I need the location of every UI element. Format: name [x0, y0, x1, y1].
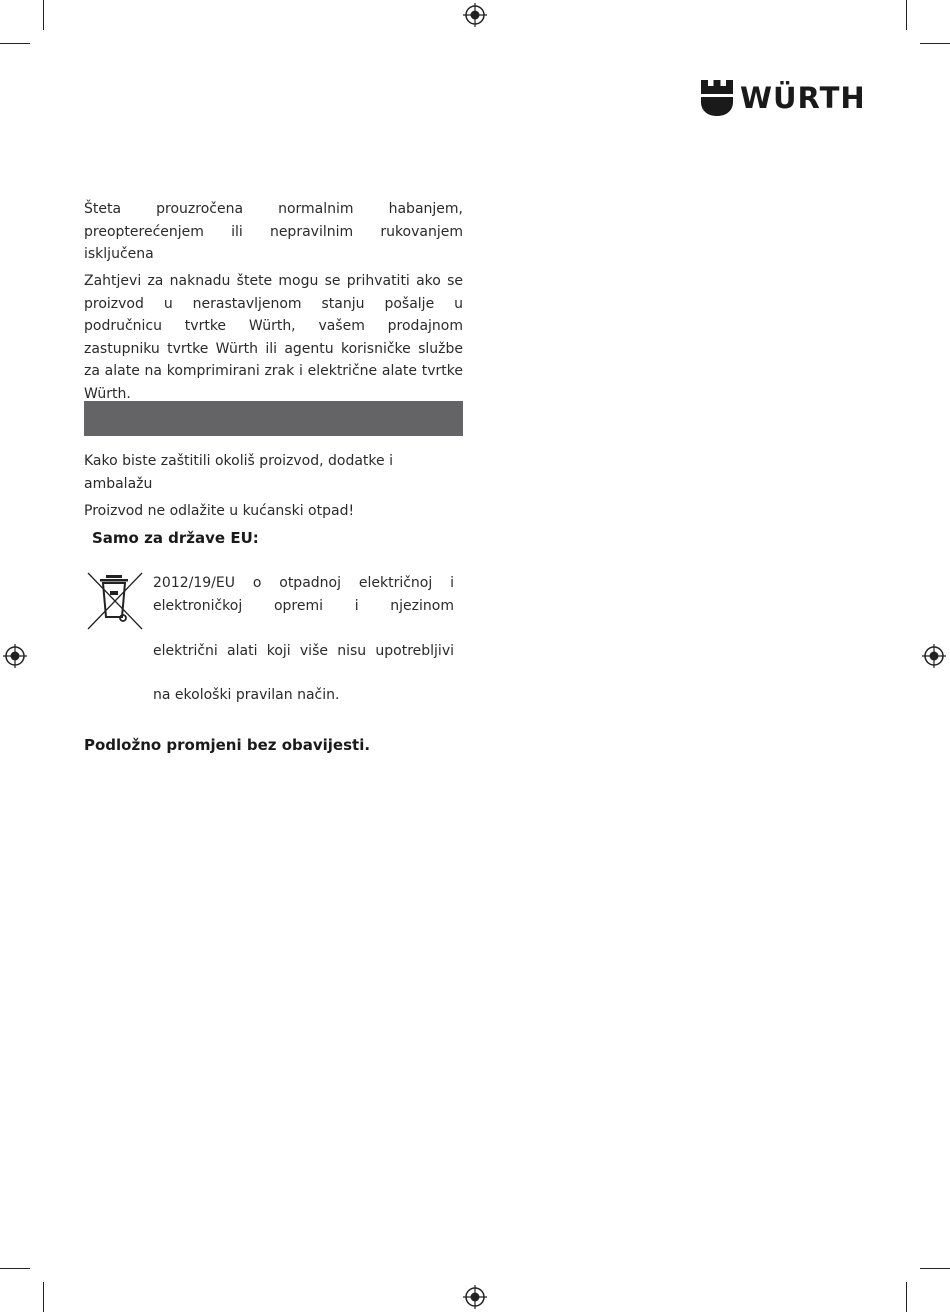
paragraph-environment: Kako biste zaštitili okoliš proizvod, dodatke i ambalažu — [84, 453, 393, 492]
crop-mark — [920, 43, 950, 44]
paragraph-claims: Zahtjevi za naknadu štete mogu se prihvatiti ako se proizvod u nerastavljenom stanju pošalje u područnicu tvrtke Würth, vašem prodajnom zastupniku tvrtke Würth ili agentu korisničke službe za alate na komprimirani zrak i električne alate tvrtke Würth. — [84, 273, 463, 402]
eu-tools-text: električni alati koji više nisu upotrebljivi — [153, 643, 454, 659]
weee-crossed-bin-icon — [86, 571, 144, 631]
registration-mark-icon — [463, 3, 487, 27]
registration-mark-icon — [922, 644, 946, 668]
crop-mark — [906, 0, 907, 30]
eu-heading: Samo za države EU: — [92, 529, 259, 547]
registration-mark-icon — [3, 644, 27, 668]
subject-to-change-note: Podložno promjeni bez obavijesti. — [84, 736, 371, 754]
crop-mark — [906, 1282, 907, 1312]
paragraph-wear-exclusion: Šteta prouzročena normalnim habanjem, preopterećenjem ili nepravilnim rukovanjem isključena — [84, 201, 463, 262]
crop-mark — [43, 1282, 44, 1312]
eu-disposal-text: na ekološki pravilan način. — [153, 687, 340, 703]
wurth-logo-icon — [700, 78, 734, 118]
crop-mark — [43, 0, 44, 30]
crop-mark — [920, 1268, 950, 1269]
section-banner — [84, 401, 463, 436]
brand-name: WÜRTH — [740, 81, 866, 115]
crop-mark — [0, 43, 30, 44]
eu-directive-text: 2012/19/EU o otpadnoj električnoj i elektroničkoj opremi i njezinom — [153, 575, 454, 614]
paragraph-no-household-waste: Proizvod ne odlažite u kućanski otpad! — [84, 503, 355, 519]
registration-mark-icon — [463, 1285, 487, 1309]
crop-mark — [0, 1268, 30, 1269]
